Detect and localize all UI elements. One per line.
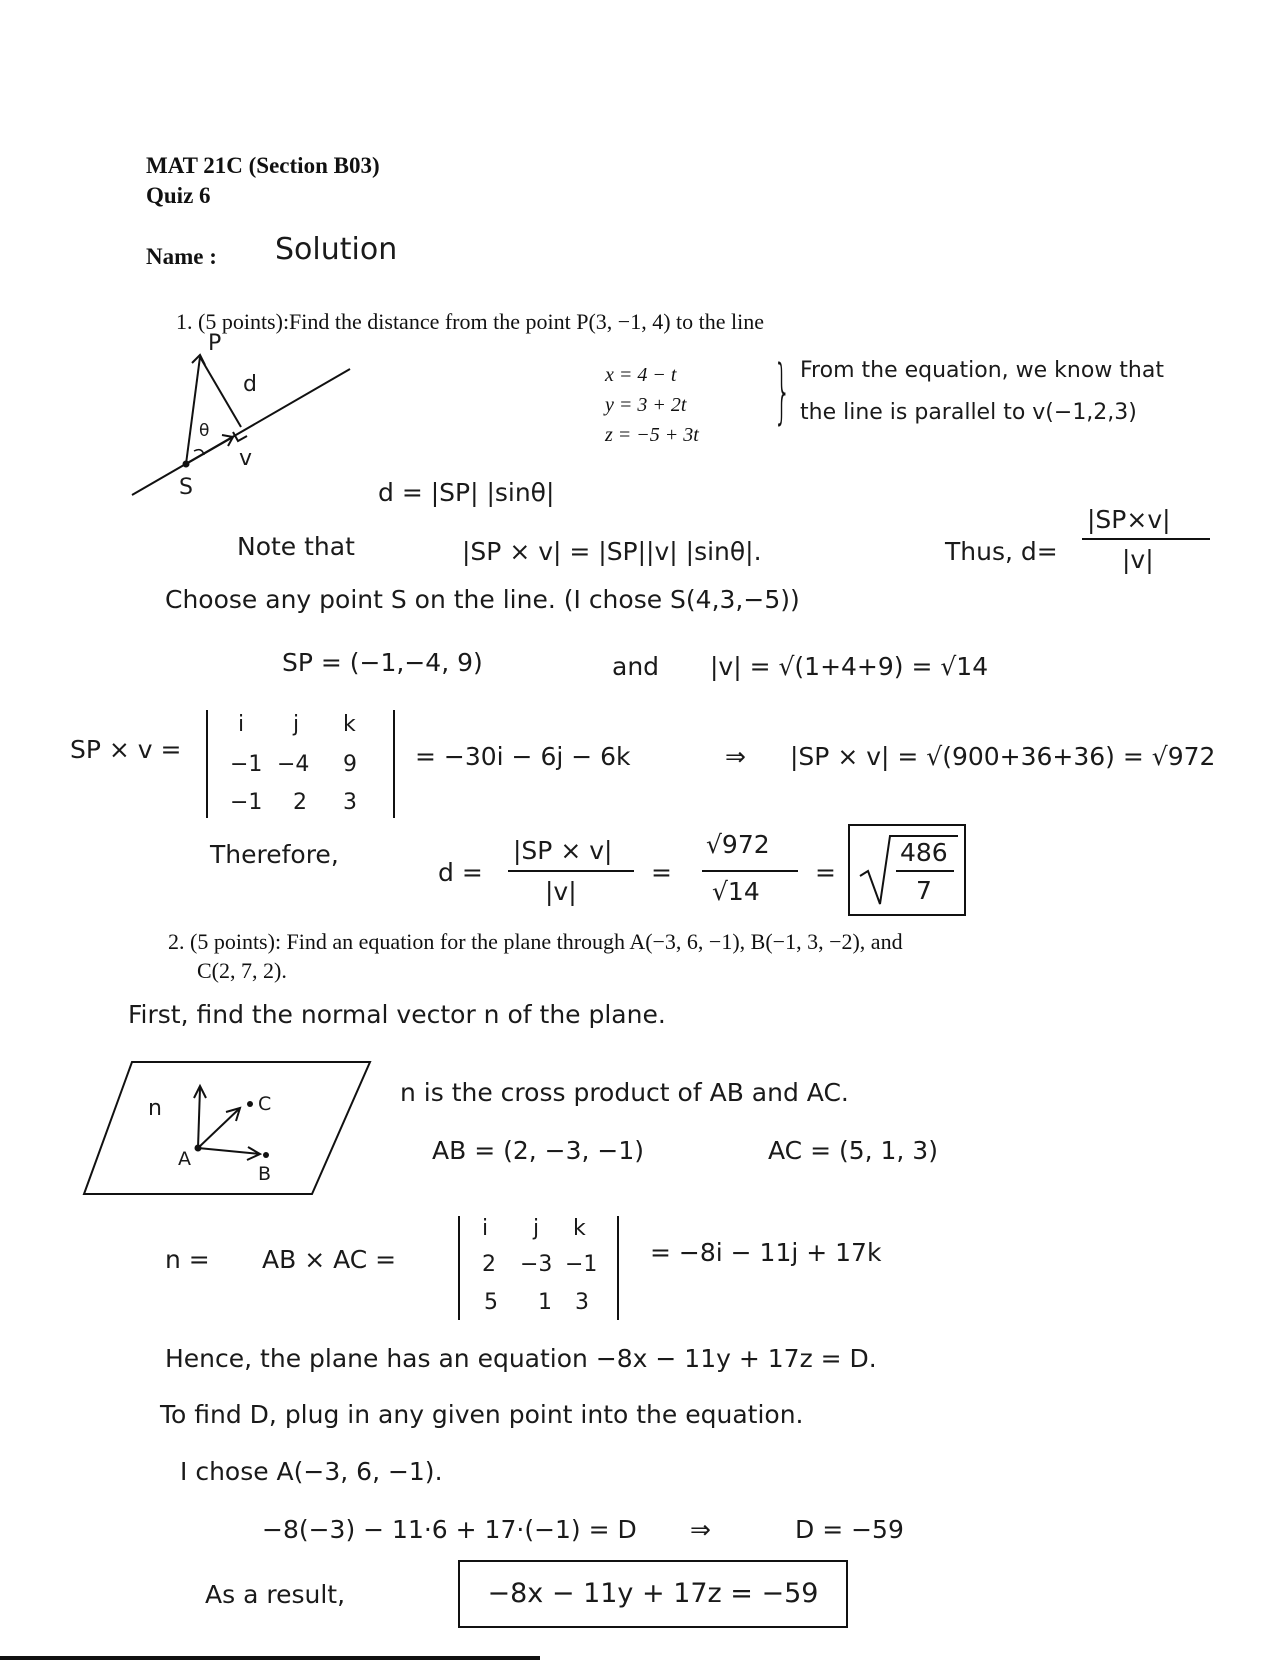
q2-det-lhs: AB × AC = — [262, 1245, 397, 1274]
scan-edge-line — [0, 1656, 540, 1660]
q2-det-r1c3: k — [573, 1216, 586, 1241]
q2-answer-box: −8x − 11y + 17z = −59 — [458, 1560, 848, 1628]
q1-thus-den: |v| — [1122, 545, 1154, 574]
fig2-label-c: C — [258, 1093, 272, 1115]
q1-eq-y: y = 3 + 2t — [605, 394, 687, 416]
q2-ac: AC = (5, 1, 3) — [768, 1136, 938, 1165]
q1-note-that: Note that — [237, 532, 355, 561]
q2-chose: I chose A(−3, 6, −1). — [180, 1457, 443, 1486]
fig1-label-s: S — [179, 475, 193, 500]
point-s — [183, 461, 190, 468]
q1-det-r1c1: i — [238, 712, 245, 737]
q1-frac2-den: √14 — [712, 877, 760, 906]
q1-brace: } — [773, 350, 792, 432]
fig2-label-b: B — [258, 1163, 272, 1185]
q1-thus-frac-bar — [1082, 538, 1210, 540]
vector-ac — [198, 1108, 240, 1148]
segment-sp — [186, 357, 200, 464]
q2-plane-diagram — [80, 1058, 380, 1198]
q2-det-result: = −8i − 11j + 17k — [650, 1238, 882, 1267]
q1-note-1: From the equation, we know that — [800, 358, 1164, 383]
q1-det-r3c2: 2 — [293, 790, 307, 815]
q2-det-r1c1: i — [482, 1216, 489, 1241]
q1-therefore: Therefore, — [210, 840, 339, 869]
q2-prompt-1: 2. (5 points): Find an equation for the plane through A(−3, 6, −1), B(−1, 3, −2), and — [168, 929, 903, 954]
fig1-label-p: P — [208, 331, 222, 356]
plane-outline — [84, 1062, 370, 1194]
q1-det-r1c3: k — [343, 712, 356, 737]
q2-det-r2c1: 2 — [482, 1252, 496, 1277]
q1-answer-num: 486 — [900, 838, 948, 867]
q2-det-r1c2: j — [533, 1216, 540, 1241]
course-title: MAT 21C (Section B03) — [146, 153, 380, 178]
q1-frac1-den: |v| — [545, 877, 577, 906]
q2-hence: Hence, the plane has an equation −8x − 11y + 17z = D. — [165, 1344, 877, 1373]
quiz-title: Quiz 6 — [146, 183, 211, 208]
q1-d-eq: d = — [438, 858, 483, 887]
q1-det-result: = −30i − 6j − 6k — [415, 742, 631, 771]
q1-answer-box — [848, 824, 966, 916]
q2-det-bar-left — [458, 1216, 460, 1320]
q1-answer-bar — [896, 870, 954, 872]
q1-det-r2c2: −4 — [277, 752, 310, 777]
q2-implies-arrow: ⇒ — [690, 1515, 711, 1544]
q2-det-r3c2: 1 — [538, 1290, 552, 1315]
line-l — [132, 369, 350, 495]
fig2-label-n: n — [148, 1096, 162, 1121]
point-a — [195, 1145, 202, 1152]
q1-thus: Thus, d= — [945, 537, 1058, 566]
fig1-label-d: d — [243, 372, 257, 397]
q1-frac2-bar — [702, 870, 798, 872]
q1-implies-arrow: ⇒ — [725, 742, 746, 771]
q2-det-bar-right — [617, 1216, 619, 1320]
q1-det-r3c3: 3 — [343, 790, 357, 815]
q1-det-r2c1: −1 — [230, 752, 263, 777]
q1-eq-sign-2: = — [815, 858, 836, 887]
q1-prompt: 1. (5 points):Find the distance from the point P(3, −1, 4) to the line — [176, 309, 764, 334]
point-c — [247, 1101, 253, 1107]
q2-prompt-2: C(2, 7, 2). — [197, 958, 287, 983]
q2-calc: −8(−3) − 11·6 + 17·(−1) = D — [262, 1515, 637, 1544]
q1-eq-x: x = 4 − t — [605, 364, 677, 386]
q1-eq-z: z = −5 + 3t — [605, 424, 699, 446]
fig1-label-theta: θ — [199, 421, 210, 441]
q1-frac2-num: √972 — [706, 830, 770, 859]
q2-to-find: To find D, plug in any given point into the equation. — [160, 1400, 804, 1429]
q2-det-r3c3: 3 — [575, 1290, 589, 1315]
q2-n-is: n is the cross product of AB and AC. — [400, 1078, 849, 1107]
q1-frac1-num: |SP × v| — [513, 836, 613, 865]
vector-v — [186, 437, 233, 464]
q1-answer-den: 7 — [916, 876, 932, 905]
q1-det-lhs: SP × v = — [70, 735, 182, 764]
fig2-label-a: A — [178, 1148, 191, 1170]
name-label: Name : — [146, 244, 217, 269]
q2-ab: AB = (2, −3, −1) — [432, 1136, 644, 1165]
name-value: Solution — [275, 232, 398, 267]
q1-and: and — [612, 652, 660, 681]
q1-choose: Choose any point S on the line. (I chose S(4,3,−5)) — [165, 585, 800, 614]
q2-det-r2c3: −1 — [565, 1252, 598, 1277]
q1-cross-norm: |SP × v| = √(900+36+36) = √972 — [790, 742, 1216, 771]
q1-det-bar-left — [206, 710, 208, 818]
q1-v-norm: |v| = √(1+4+9) = √14 — [710, 652, 989, 681]
q1-det-bar-right — [393, 710, 395, 818]
q1-det-r1c2: j — [293, 712, 300, 737]
q2-det-r2c2: −3 — [520, 1252, 553, 1277]
q1-cross-identity: |SP × v| = |SP||v| |sinθ|. — [462, 537, 762, 566]
q1-d-formula: d = |SP| |sinθ| — [378, 478, 555, 507]
normal-n — [198, 1088, 200, 1148]
fig1-label-v: v — [239, 446, 253, 471]
q2-d-value: D = −59 — [795, 1515, 904, 1544]
q2-as-result: As a result, — [205, 1580, 346, 1609]
segment-d — [200, 357, 241, 427]
point-b — [263, 1152, 269, 1158]
q1-distance-diagram — [120, 335, 360, 505]
q1-thus-num: |SP×v| — [1087, 505, 1171, 534]
q1-det-r2c3: 9 — [343, 752, 357, 777]
q2-first: First, find the normal vector n of the plane. — [128, 1000, 666, 1029]
q2-det-r3c1: 5 — [484, 1290, 498, 1315]
q1-eq-sign-1: = — [651, 858, 672, 887]
q1-det-r3c1: −1 — [230, 790, 263, 815]
q2-n-eq: n = — [165, 1245, 210, 1274]
q1-frac1-bar — [508, 870, 634, 872]
q1-note-2: the line is parallel to v(−1,2,3) — [800, 400, 1137, 425]
q1-sp-vector: SP = (−1,−4, 9) — [282, 648, 483, 677]
